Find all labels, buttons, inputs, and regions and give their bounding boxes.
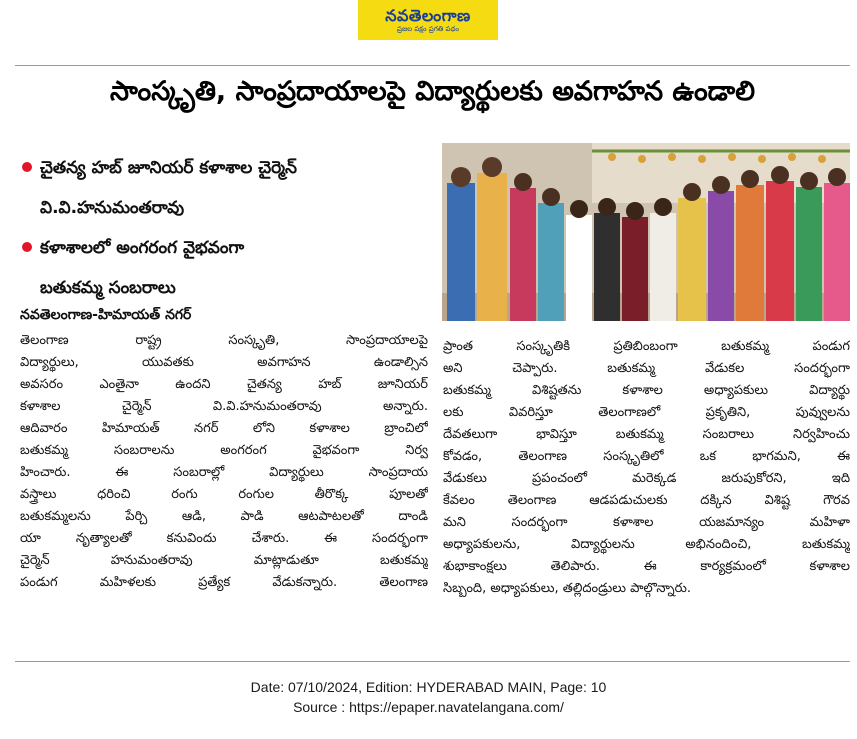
body-line: పండుగ మహిళలకు ప్రత్యేక వేడుకన్నారు. తెలంగాణ (20, 575, 428, 590)
article-right-column (443, 336, 850, 600)
highlight-item (22, 148, 427, 188)
body-line: మని సందర్భంగా కళాశాల యజమాన్యం మహిళా (443, 515, 850, 530)
bullet-icon (22, 242, 32, 252)
highlight-item (22, 268, 427, 308)
body-line: వేడుకలు ప్రపంచంలో మరెక్కడ జరుపుకోరని, ఇది (443, 471, 850, 486)
highlight-text: బతుకమ్మ సంబరాలు (40, 278, 176, 298)
body-line: యా నృత్యాలతో కనువిందు చేశారు. ఈ సందర్భంగా (20, 531, 428, 546)
body-line: వస్త్రాలు ధరించి రంగు రంగుల తీరొక్క పూలతో (20, 487, 428, 502)
body-line: కేవలం తెలంగాణ ఆడపడుచులకు దక్కిన విశిష్ట గౌరవ (443, 493, 850, 508)
body-line: విద్యార్థులు, యువతకు అవగాహన ఉండాల్సిన (20, 355, 428, 370)
body-line: లకు వివరిస్తూ తెలంగాణలో ప్రకృతిని, పువ్వులను (443, 405, 850, 420)
top-divider (15, 65, 850, 66)
body-line: బతుకమ్మ సంబరాలను అంగరంగ వైభవంగా నిర్వ (20, 443, 428, 458)
body-line: దేవతలుగా భావిస్తూ బతుకమ్మ సంబరాలు నిర్వహించు (443, 427, 850, 442)
logo-text: నవతెలంగాణ (385, 5, 471, 25)
highlights-block (22, 148, 427, 308)
body-line: బతుకమ్మ విశిష్టతను కళాశాల అధ్యాపకులు విద్యార్థు (443, 383, 850, 398)
body-line: అవసరం ఎంతైనా ఉందని చైతన్య హబ్ జూనియర్ (20, 377, 428, 392)
article-headline: సాంస్కృతి, సాంప్రదాయాలపై విద్యార్థులకు అవగాహన ఉండాలి (109, 76, 755, 107)
bottom-divider (15, 661, 850, 662)
bullet-icon (22, 162, 32, 172)
article-photo (442, 143, 850, 321)
date-edition-line: Date: 07/10/2024, Edition: HYDERABAD MAIN, Page: 10 (250, 679, 607, 695)
logo-tagline: ప్రజల పక్షం ప్రగతి పథం (397, 24, 459, 33)
body-line: తెలంగాణ రాష్ట్ర సంస్కృతి, సాంప్రదాయాలపై (20, 333, 428, 348)
body-line: సిబ్బంది, అధ్యాపకులు, తల్లిదండ్రులు పాల్గొన్నారు. (443, 581, 691, 596)
body-line: అని చెప్పారు. బతుకమ్మ వేడుకల సందర్భంగా (443, 361, 850, 376)
body-line: అధ్యాపకులను, విద్యార్థులను అభినందించి, బతుకమ్మ (443, 537, 850, 552)
article-byline: నవతెలంగాణ-హిమాయత్ నగర్ (20, 307, 192, 323)
source-line: Source : https://epaper.navatelangana.com/ (293, 699, 564, 715)
highlight-text: వి.వి.హనుమంతరావు (40, 198, 185, 218)
body-line: శుభాకాంక్షలు తెలిపారు. ఈ కార్యక్రమంలో కళాశాల (443, 559, 850, 574)
highlight-item (22, 228, 427, 268)
body-line: హించారు. ఈ సంబరాల్లో విద్యార్థులు సాంప్రదాయ (20, 465, 428, 480)
body-line: చైర్మెన్ హనుమంతరావు మాట్లాడుతూ బతుకమ్మ (20, 553, 428, 568)
body-line: కళాశాల చైర్మెన్ వి.వి.హనుమంతరావు అన్నారు. (20, 399, 428, 414)
source-footer (0, 677, 857, 717)
body-line: ప్రాంత సంస్కృతికి ప్రతిబింబంగా బతుకమ్మ పండుగ (443, 339, 850, 354)
highlight-text: కళాశాలలో అంగరంగ వైభవంగా (40, 238, 245, 258)
highlight-item (22, 188, 427, 228)
highlight-text: చైతన్య హబ్ జూనియర్ కళాశాల చైర్మెన్ (40, 158, 297, 178)
body-line: బతుకమ్మలను పేర్చి ఆడి, పాడి ఆటపాటలతో దాండి (20, 509, 428, 524)
masthead-logo (358, 0, 498, 40)
article-left-column (20, 330, 428, 594)
body-line: కోవడం, తెలంగాణ సంస్కృతిలో ఒక భాగమని, ఈ (443, 449, 850, 464)
body-line: ఆదివారం హిమాయత్ నగర్ లోని కళాశాల బ్రాంచిలో (20, 421, 428, 436)
group-photo-illustration (442, 143, 850, 321)
